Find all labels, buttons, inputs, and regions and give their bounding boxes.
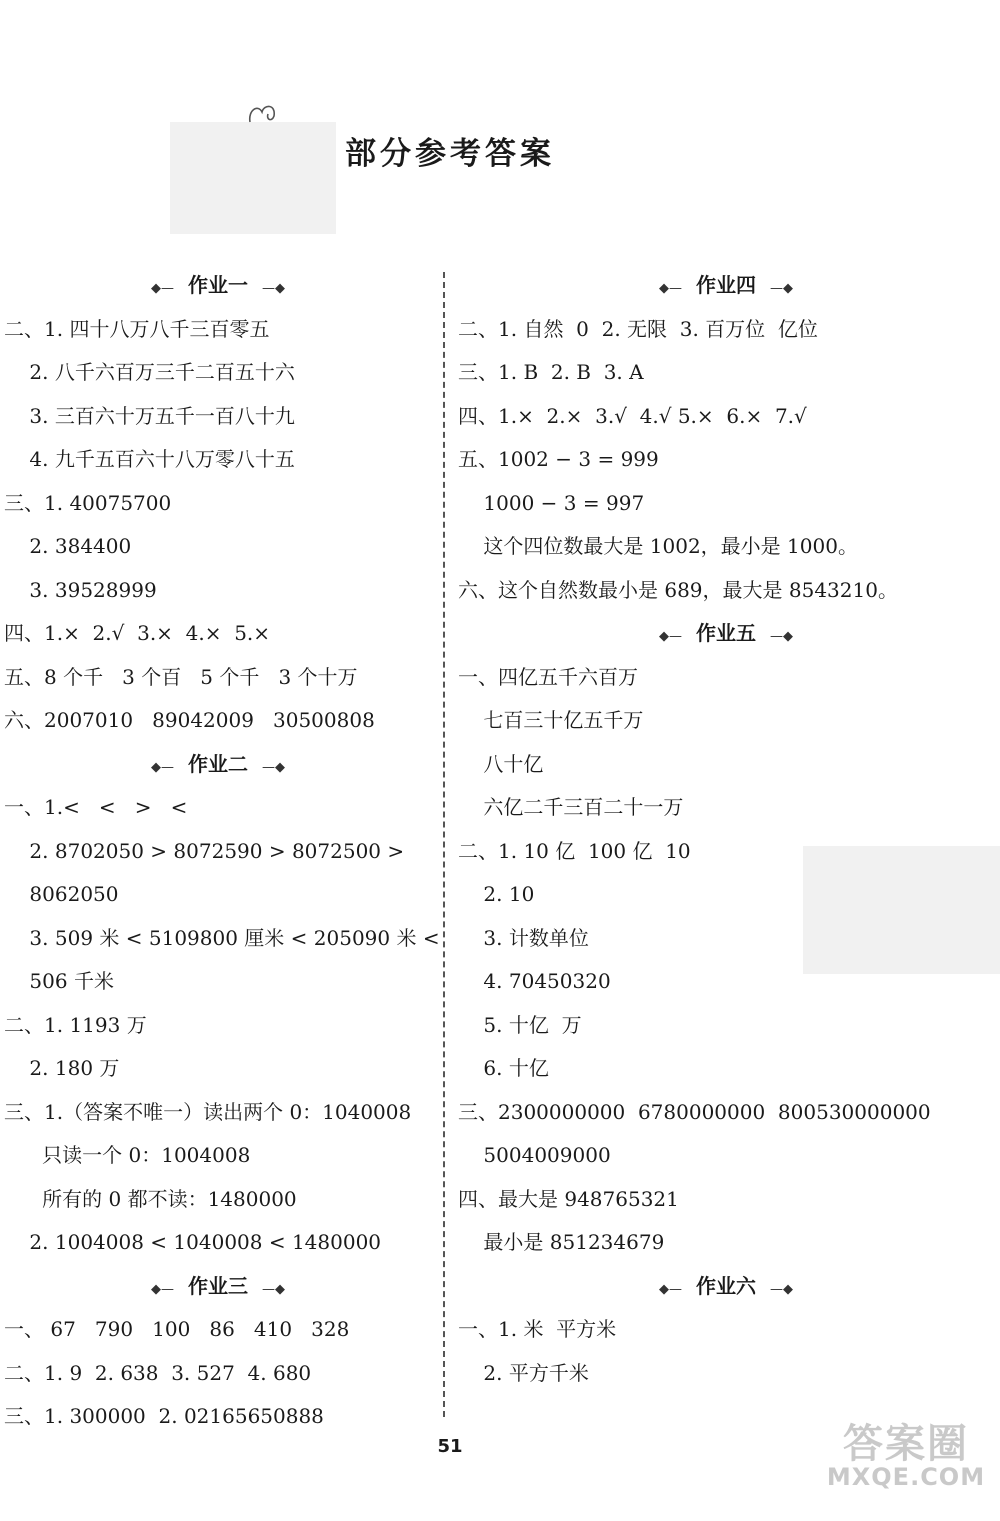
site-watermark bbox=[818, 1423, 994, 1490]
answer-line: 3. 三百六十万五千一百八十九 bbox=[4, 403, 295, 428]
right-answer-column bbox=[458, 264, 994, 1395]
watermark-line-2: MXQE.COM bbox=[826, 1463, 986, 1491]
answer-line: 一、四亿五千六百万 bbox=[458, 664, 638, 689]
answer-line: 2. 八千六百万三千二百五十六 bbox=[4, 360, 295, 384]
answer-line: 七百三十亿五千万 bbox=[458, 708, 644, 732]
answer-line: 三、1. 40075700 bbox=[4, 490, 172, 515]
flourish-ornament bbox=[246, 100, 280, 126]
answer-line: 2. 平方千米 bbox=[458, 1360, 589, 1385]
answer-line: 四、1.× 2.× 3.√ 4.√ 5.× 6.× 7.√ bbox=[458, 403, 807, 428]
ornament-right-icon: —◆ bbox=[770, 629, 793, 644]
section-header-label: 作业六 bbox=[696, 1273, 756, 1298]
answer-line: 二、1. 四十八万八千三百零五 bbox=[4, 316, 270, 341]
ornament-right-icon: —◆ bbox=[770, 1281, 793, 1297]
answer-line: 2. 8702050 > 8072590 > 8072500 > bbox=[4, 838, 405, 863]
answer-line: 八十亿 bbox=[458, 751, 544, 776]
ornament-left-icon: ◆— bbox=[659, 281, 682, 296]
answer-line: 一、 67 790 100 86 410 328 bbox=[4, 1317, 350, 1341]
answer-line: 一、1.< < > < bbox=[4, 795, 188, 819]
answer-line: 二、1. 自然 0 2. 无限 3. 百万位 亿位 bbox=[458, 316, 818, 341]
answer-line: 六、2007010 89042009 30500808 bbox=[4, 708, 375, 732]
watermark-line-1: 答案圈 bbox=[843, 1421, 969, 1467]
ornament-left-icon: ◆— bbox=[151, 1281, 174, 1297]
answer-line: 506 千米 bbox=[4, 969, 114, 993]
answer-line: 5004009000 bbox=[458, 1143, 611, 1167]
answer-line: 4. 九千五百六十八万零八十五 bbox=[4, 447, 295, 471]
answer-line: 2. 10 bbox=[458, 882, 535, 906]
answer-line: 六亿二千三百二十一万 bbox=[458, 795, 684, 819]
answer-line: 这个四位数最大是 1002，最小是 1000。 bbox=[458, 534, 858, 558]
answer-line: 6. 十亿 bbox=[458, 1056, 549, 1080]
section-header bbox=[4, 743, 432, 787]
ornament-right-icon: —◆ bbox=[262, 759, 285, 775]
answer-line: 2. 384400 bbox=[4, 534, 132, 558]
answer-line: 二、1. 9 2. 638 3. 527 4. 680 bbox=[4, 1360, 312, 1385]
section-header-label: 作业二 bbox=[188, 751, 248, 776]
column-divider bbox=[443, 272, 445, 1417]
section-header bbox=[458, 612, 994, 656]
answer-line: 二、1. 10 亿 100 亿 10 bbox=[458, 838, 691, 863]
ornament-left-icon: ◆— bbox=[659, 1281, 682, 1297]
answer-line: 2. 1004008 < 1040008 < 1480000 bbox=[4, 1230, 382, 1254]
answer-line: 三、2300000000 6780000000 800530000000 bbox=[458, 1099, 931, 1124]
answer-line: 所有的 0 都不读：1480000 bbox=[4, 1186, 297, 1211]
answer-line: 三、1. B 2. B 3. A bbox=[458, 360, 644, 384]
answer-line: 二、1. 1193 万 bbox=[4, 1012, 147, 1037]
answer-line: 1000 − 3 = 997 bbox=[458, 490, 645, 515]
answer-line: 3. 509 米 < 5109800 厘米 < 205090 米 < bbox=[4, 925, 440, 950]
page-title: 部分参考答案 bbox=[345, 136, 555, 172]
answer-line: 5. 十亿 万 bbox=[458, 1012, 582, 1037]
section-header-label: 作业一 bbox=[188, 273, 248, 297]
section-header bbox=[4, 264, 432, 308]
answer-line: 五、1002 − 3 = 999 bbox=[458, 447, 659, 471]
answer-line: 只读一个 0：1004008 bbox=[4, 1143, 251, 1167]
answer-line: 三、1.（答案不唯一）读出两个 0：1040008 bbox=[4, 1099, 412, 1124]
section-header bbox=[458, 264, 994, 308]
ornament-right-icon: —◆ bbox=[262, 1281, 285, 1297]
answer-line: 最小是 851234679 bbox=[458, 1230, 665, 1254]
answer-line: 3. 39528999 bbox=[4, 577, 157, 602]
answer-line: 4. 70450320 bbox=[458, 969, 611, 993]
answer-line: 三、1. 300000 2. 02165650888 bbox=[4, 1404, 324, 1428]
page-number: 51 bbox=[437, 1436, 463, 1457]
ornament-left-icon: ◆— bbox=[659, 629, 682, 644]
answer-line: 一、1. 米 平方米 bbox=[458, 1317, 617, 1341]
ornament-right-icon: —◆ bbox=[770, 281, 793, 296]
answer-line: 六、这个自然数最小是 689，最大是 8543210。 bbox=[458, 577, 898, 602]
section-header bbox=[4, 1265, 432, 1309]
answer-line: 8062050 bbox=[4, 882, 119, 906]
ornament-left-icon: ◆— bbox=[151, 759, 174, 775]
answer-line: 2. 180 万 bbox=[4, 1056, 120, 1080]
section-header bbox=[458, 1265, 994, 1309]
answer-line: 五、8 个千 3 个百 5 个千 3 个十万 bbox=[4, 664, 358, 689]
answer-line: 3. 计数单位 bbox=[458, 925, 589, 950]
answer-line: 四、最大是 948765321 bbox=[458, 1186, 679, 1211]
ornament-right-icon: —◆ bbox=[262, 281, 285, 296]
section-header-label: 作业五 bbox=[696, 621, 756, 645]
answer-line: 四、1.× 2.√ 3.× 4.× 5.× bbox=[4, 621, 271, 645]
ornament-left-icon: ◆— bbox=[151, 281, 174, 296]
left-answer-column bbox=[4, 264, 440, 1439]
section-header-label: 作业三 bbox=[188, 1273, 248, 1298]
section-header-label: 作业四 bbox=[696, 273, 756, 297]
